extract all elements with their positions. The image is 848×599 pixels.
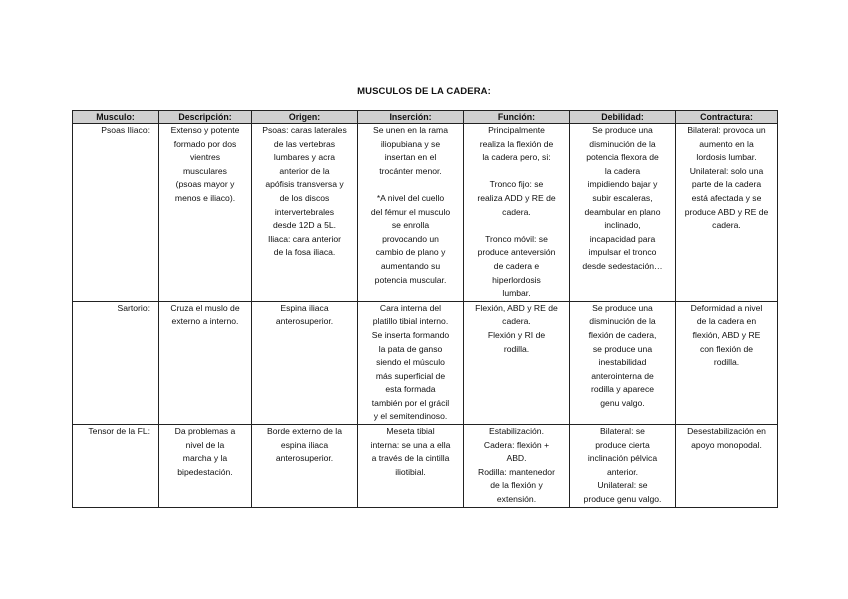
document-title: MUSCULOS DE LA CADERA:: [357, 86, 491, 97]
cell-insertion: Meseta tibial interna: se una a ella a través de la cintilla iliotibial.: [358, 425, 464, 508]
table-row: [73, 301, 778, 424]
cell-insertion: Cara interna del platillo tibial interno. Se inserta formando la pata de ganso siendo el músculo más superficial de esta formada también por el grácil y el semitendinoso.: [358, 301, 464, 424]
header-descripcion: Descripción:: [159, 111, 252, 124]
cell-origin: Espina iliaca anterosuperior.: [252, 301, 358, 424]
header-insercion: Inserción:: [358, 111, 464, 124]
cell-insertion: Se unen en la rama iliopubiana y se insertan en el trocánter menor. *A nivel del cuello del fémur el musculo se enrolla provocando un cambio de plano y aumentando su potencia muscular.: [358, 124, 464, 302]
cell-contracture: Bilateral: provoca un aumento en la lordosis lumbar. Unilateral: solo una parte de la cadera está afectada y se produce ABD y RE de cadera.: [676, 124, 778, 302]
cell-contracture: Deformidad a nivel de la cadera en flexión, ABD y RE con flexión de rodilla.: [676, 301, 778, 424]
cell-origin: Psoas: caras laterales de las vertebras lumbares y acra anterior de la apófisis transversa y de los discos intervertebrales desde 12D a 5L. Iliaca: cara anterior de la fosa iliaca.: [252, 124, 358, 302]
cell-function: Flexión, ABD y RE de cadera. Flexión y RI de rodilla.: [464, 301, 570, 424]
cell-muscle: Psoas Iliaco:: [73, 124, 159, 302]
header-musculo: Musculo:: [73, 111, 159, 124]
cell-weakness: Se produce una disminución de la potencia flexora de la cadera impidiendo bajar y subir escaleras, deambular en plano inclinado, incapacidad para impulsar el tronco desde sedestación…: [570, 124, 676, 302]
cell-weakness: Se produce una disminución de la flexión de cadera, se produce una inestabilidad anterointerna de rodilla y aparece genu valgo.: [570, 301, 676, 424]
header-contractura: Contractura:: [676, 111, 778, 124]
muscles-table: [72, 110, 778, 508]
cell-muscle: Tensor de la FL:: [73, 425, 159, 508]
cell-origin: Borde externo de la espina iliaca anterosuperior.: [252, 425, 358, 508]
table-header-row: [73, 111, 778, 124]
cell-description: Cruza el muslo de externo a interno.: [159, 301, 252, 424]
cell-function: Principalmente realiza la flexión de la cadera pero, si: Tronco fijo: se realiza ADD y RE de cadera. Tronco móvil: se produce anteversión de cadera e hiperlordosis lumbar.: [464, 124, 570, 302]
cell-weakness: Bilateral: se produce cierta inclinación pélvica anterior. Unilateral: se produce genu valgo.: [570, 425, 676, 508]
cell-function: Estabilización. Cadera: flexión + ABD. Rodilla: mantenedor de la flexión y extensión.: [464, 425, 570, 508]
cell-description: Da problemas a nivel de la marcha y la bipedestación.: [159, 425, 252, 508]
table-row: [73, 425, 778, 508]
cell-muscle: Sartorio:: [73, 301, 159, 424]
cell-description: Extenso y potente formado por dos vientres musculares (psoas mayor y menos e iliaco).: [159, 124, 252, 302]
header-origen: Origen:: [252, 111, 358, 124]
cell-contracture: Desestabilización en apoyo monopodal.: [676, 425, 778, 508]
table-row: [73, 124, 778, 302]
header-debilidad: Debilidad:: [570, 111, 676, 124]
header-funcion: Función:: [464, 111, 570, 124]
